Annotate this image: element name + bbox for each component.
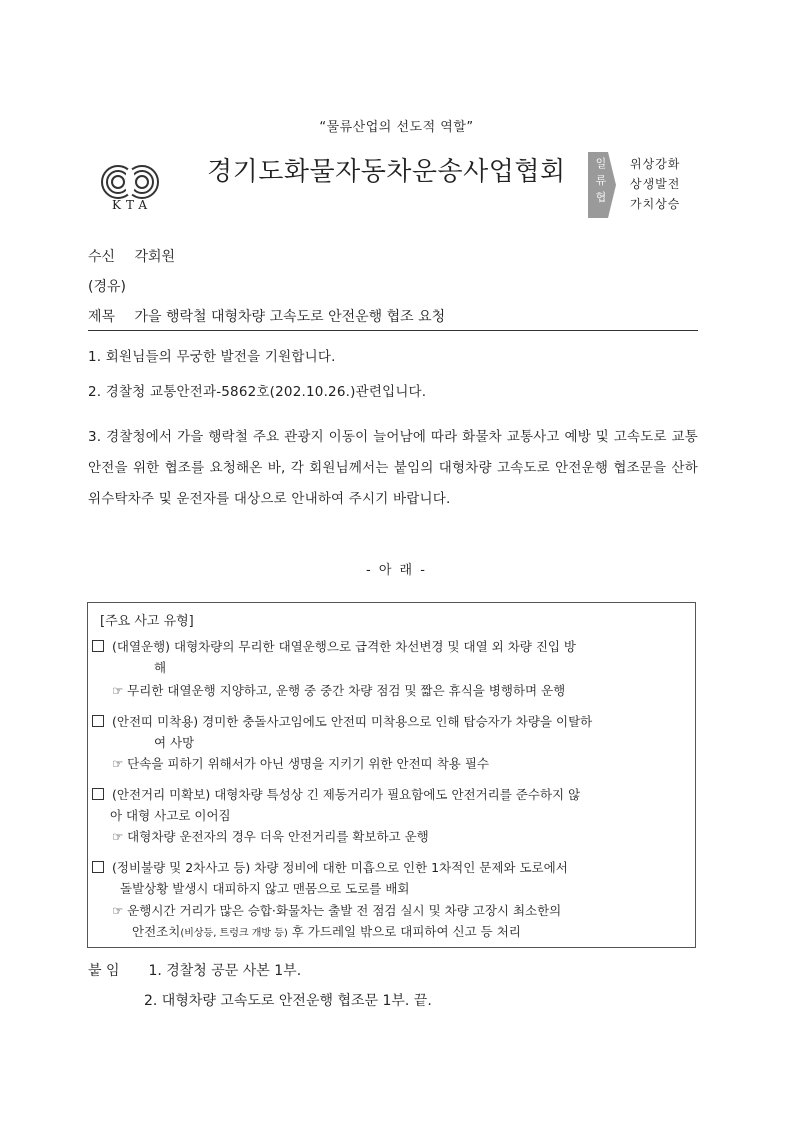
slogan: “물류산업의 선도적 역할” <box>319 120 474 135</box>
item-text: (안전띠 미착용) 경미한 충돌사고임에도 안전띠 미착용으로 인해 탑승자가 차량을 이탈하 <box>112 714 593 729</box>
item-note-continued <box>112 921 696 944</box>
item-text-continued: 아 대형 사고로 이어짐 <box>110 808 231 823</box>
checkbox-icon <box>92 788 104 800</box>
item-text-continued: 여 사망 <box>154 735 195 750</box>
via-row: (경유) <box>88 279 126 295</box>
attachment-item: 2. 대형차량 고속도로 안전운행 협조문 1부. 끝. <box>144 993 432 1009</box>
badge-char: 일 <box>595 157 607 170</box>
attachment-row <box>88 960 301 980</box>
item-text: (대열운행) 대형차량의 무리한 대열운행으로 급격한 차선변경 및 대열 외 차량 진입 방 <box>112 639 577 654</box>
box-title: [주요 사고 유형] <box>100 614 194 629</box>
badge-char: 류 <box>595 174 607 187</box>
value-line: 위상강화 <box>630 157 681 171</box>
paragraph-2: 2. 경찰청 교통안전과-5862호(202.10.26.)관련입니다. <box>88 384 427 400</box>
subject-label: 제목 <box>88 309 116 325</box>
item-note: ☞ 무리한 대열운행 지양하고, 운행 중 중간 차량 점검 및 짧은 휴식을 병행하며 운행 <box>112 683 566 698</box>
badge-characters <box>591 155 611 206</box>
recipient-label: 수신 <box>88 249 116 265</box>
note-text: 후 가드레일 밖으로 대피하여 신고 등 처리 <box>287 924 521 939</box>
attachment-item: 1. 경찰청 공문 사본 1부. <box>148 963 302 979</box>
note-text: 안전조치 <box>132 924 181 939</box>
accident-item <box>92 857 692 899</box>
organization-name: 경기도화물자동차운송사업협회 <box>207 157 566 187</box>
accident-item <box>92 636 692 678</box>
subject-value: 가을 행락철 대형차량 고속도로 안전운행 협조 요청 <box>134 309 446 325</box>
item-text-continued: 돌발상황 발생시 대피하지 않고 맨몸으로 도로를 배회 <box>120 881 410 896</box>
section-heading: - 아 래 - <box>366 563 427 578</box>
attachment-label: 붙 임 <box>88 963 120 979</box>
item-note: ☞ 대형차량 운전자의 경우 더욱 안전거리를 확보하고 운행 <box>112 829 429 844</box>
item-text: (정비불량 및 2차사고 등) 차량 정비에 대한 미흡으로 인한 1차적인 문제와 도로에서 <box>112 860 568 875</box>
recipient-row <box>88 246 175 266</box>
accident-item <box>92 711 692 753</box>
item-note: ☞ 단속을 피하기 위해서가 아닌 생명을 지키기 위한 안전띠 착용 필수 <box>112 756 489 771</box>
recipient-value: 각회원 <box>134 249 176 265</box>
subject-row <box>88 306 445 326</box>
header-divider <box>88 330 698 331</box>
item-note-line: ☞ 운행시간 거리가 많은 승합·화물차는 출발 전 점검 실시 및 차량 고장시 최소한의 <box>112 903 562 918</box>
item-text-continued: 해 <box>154 660 167 675</box>
association-values <box>630 154 680 214</box>
note-small-text: (비상등, 트렁크 개방 등) <box>180 928 288 939</box>
item-text: (안전거리 미확보) 대형차량 특성상 긴 제동거리가 필요함에도 안전거리를 준수하지 않 <box>112 787 581 802</box>
badge-char: 협 <box>595 191 607 204</box>
accident-item <box>92 784 692 826</box>
item-note <box>112 900 696 944</box>
checkbox-icon <box>92 715 104 727</box>
checkbox-icon <box>92 861 104 873</box>
value-line: 상생발전 <box>630 177 681 191</box>
logo-text: KTA <box>112 198 152 212</box>
value-line: 가치상승 <box>630 197 681 211</box>
paragraph-3: 3. 경찰청에서 가을 행락철 주요 관광지 이동이 늘어남에 따라 화물차 교통사고 예방 및 고속도로 교통안전을 위한 협조를 요청해온 바, 각 회원님께서는 붙임의 대형차량 고속도로 안전운행 협조문을 산하 위수탁차주 및 운전자를 대상으로 안내하여 주시기 바랍니다. <box>88 429 698 507</box>
paragraph-1: 1. 회원님들의 무궁한 발전을 기원합니다. <box>88 349 336 365</box>
checkbox-icon <box>92 640 104 652</box>
